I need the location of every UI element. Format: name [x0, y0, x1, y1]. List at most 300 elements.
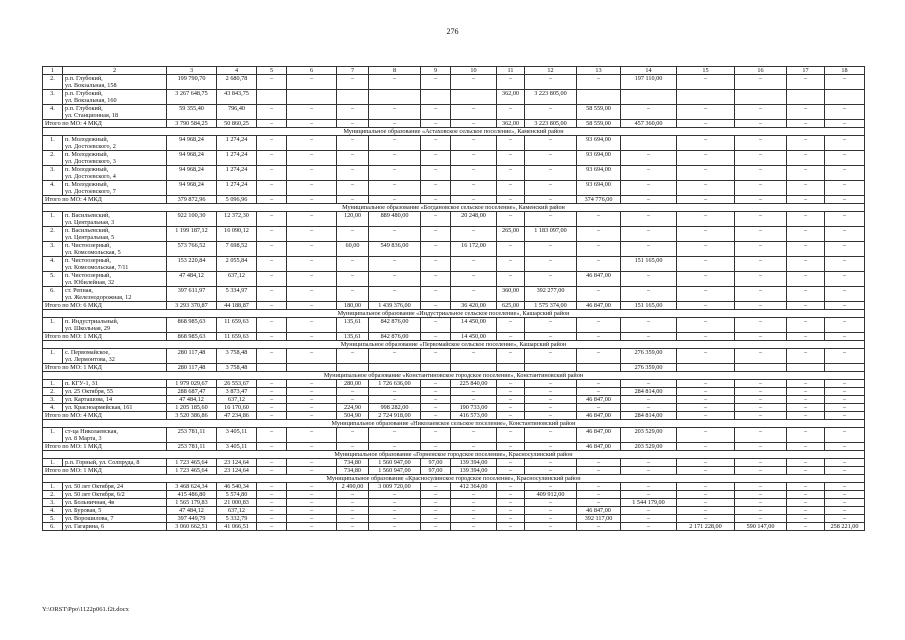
table-cell: –	[825, 318, 865, 333]
table-cell: –	[677, 151, 735, 166]
table-cell: –	[825, 181, 865, 196]
table-cell: 1 274,24	[217, 136, 257, 151]
total-label: Итого по МО: 1 МКД	[43, 443, 167, 451]
table-cell: –	[287, 302, 337, 310]
table-cell: –	[787, 120, 825, 128]
table-cell	[735, 90, 787, 105]
table-cell: 549 836,00	[369, 242, 421, 257]
table-cell: 3 758,48	[217, 349, 257, 364]
table-cell: 153 220,84	[167, 257, 217, 272]
table-cell: –	[337, 181, 369, 196]
table-cell: –	[621, 467, 677, 475]
table-cell: –	[677, 136, 735, 151]
row-number: 2.	[43, 227, 63, 242]
table-cell: –	[337, 491, 369, 499]
table-cell: –	[525, 75, 577, 90]
table-cell: –	[497, 428, 525, 443]
table-cell: –	[677, 428, 735, 443]
table-cell: –	[497, 467, 525, 475]
table-cell: –	[787, 507, 825, 515]
table-cell: 2 724 918,00	[369, 412, 421, 420]
table-cell: –	[337, 388, 369, 396]
table-cell: –	[677, 412, 735, 420]
table-cell: –	[525, 380, 577, 388]
table-cell: –	[621, 333, 677, 341]
table-cell: –	[735, 443, 787, 451]
table-cell: –	[421, 491, 451, 499]
column-number: 5	[257, 67, 287, 75]
table-cell: 16 172,00	[451, 242, 497, 257]
table-cell: –	[677, 181, 735, 196]
table-cell: 360,00	[497, 287, 525, 302]
table-cell: 151 165,00	[621, 302, 677, 310]
table-cell: –	[287, 388, 337, 396]
table-cell: 46 847,00	[577, 272, 621, 287]
table-cell: 3 468 624,34	[167, 483, 217, 491]
table-cell: –	[825, 443, 865, 451]
table-cell: –	[525, 396, 577, 404]
table-cell: –	[497, 523, 525, 531]
table-cell: –	[257, 136, 287, 151]
table-cell: –	[525, 443, 577, 451]
table-cell: 276 359,00	[621, 349, 677, 364]
table-cell: 60,00	[337, 242, 369, 257]
total-row	[43, 120, 865, 128]
table-cell: –	[621, 166, 677, 181]
table-cell: –	[369, 443, 421, 451]
table-cell: –	[825, 242, 865, 257]
table-cell: –	[621, 318, 677, 333]
table-cell: –	[577, 491, 621, 499]
table-cell: 2 680,78	[217, 75, 257, 90]
table-cell: –	[735, 428, 787, 443]
table-cell: –	[451, 75, 497, 90]
table-cell: –	[257, 105, 287, 120]
table-cell: –	[257, 443, 287, 451]
table-cell: 3 520 386,86	[167, 412, 217, 420]
table-cell: –	[257, 459, 287, 467]
table-cell: –	[497, 181, 525, 196]
address-cell: с. Первомайское, ул. Лермонтова, 32	[63, 349, 167, 364]
table-cell: 5 096,96	[217, 196, 257, 204]
table-cell: –	[497, 499, 525, 507]
table-cell: 1 560 947,00	[369, 467, 421, 475]
address-cell: ул. 50 лет Октября, 6/2	[63, 491, 167, 499]
table-cell: –	[497, 136, 525, 151]
table-cell: –	[287, 272, 337, 287]
municipality-heading: Муниципальное образование «Богдановское сельское поселение», Каменский район	[43, 204, 865, 212]
table-cell: –	[257, 380, 287, 388]
table-cell: –	[787, 181, 825, 196]
table-cell: 46 847,00	[577, 412, 621, 420]
table-cell	[369, 364, 421, 372]
address-cell: п. Чистоозерный, ул. Комсомольская, 5	[63, 242, 167, 257]
table-cell: 23 124,64	[217, 467, 257, 475]
table-cell: 3 223 805,00	[525, 90, 577, 105]
table-cell: –	[257, 120, 287, 128]
table-cell: –	[787, 75, 825, 90]
table-cell: –	[677, 257, 735, 272]
table-row	[43, 388, 865, 396]
table-cell: 734,80	[337, 459, 369, 467]
table-cell	[257, 90, 287, 105]
table-row	[43, 515, 865, 523]
table-cell: –	[677, 212, 735, 227]
table-cell: 43 843,75	[217, 90, 257, 105]
table-cell: 397 611,97	[167, 287, 217, 302]
column-number: 2	[63, 67, 167, 75]
table-cell: –	[369, 196, 421, 204]
table-cell: 2 171 228,00	[677, 523, 735, 531]
table-cell: 3 223 805,00	[525, 120, 577, 128]
table-cell: –	[337, 272, 369, 287]
table-cell: 3 009 720,00	[369, 483, 421, 491]
table-cell: –	[451, 151, 497, 166]
table-cell: –	[451, 443, 497, 451]
total-row	[43, 467, 865, 475]
table-cell: –	[825, 396, 865, 404]
table-cell: –	[525, 467, 577, 475]
total-label: Итого по МО: 1 МКД	[43, 364, 167, 372]
table-cell: –	[525, 507, 577, 515]
table-cell: –	[787, 105, 825, 120]
table-cell	[421, 364, 451, 372]
municipality-heading-row	[43, 128, 865, 136]
table-cell: –	[787, 412, 825, 420]
table-cell: –	[787, 333, 825, 341]
table-cell: –	[421, 242, 451, 257]
table-cell: 59 355,40	[167, 105, 217, 120]
table-cell: 14 450,00	[451, 333, 497, 341]
column-number: 10	[451, 67, 497, 75]
table-cell: –	[287, 333, 337, 341]
table-cell: –	[451, 227, 497, 242]
table-cell	[825, 364, 865, 372]
table-cell: 2 055,84	[217, 257, 257, 272]
table-cell: 1 565 179,83	[167, 499, 217, 507]
table-cell: –	[577, 318, 621, 333]
table-cell: –	[287, 491, 337, 499]
row-number: 6.	[43, 523, 63, 531]
address-cell: п. Чистоозерный, ул. Юбилейная, 32	[63, 272, 167, 287]
table-cell: –	[677, 459, 735, 467]
row-number: 1.	[43, 318, 63, 333]
municipality-heading-row	[43, 475, 865, 483]
table-cell: 46 847,00	[577, 396, 621, 404]
table-cell	[525, 364, 577, 372]
table-cell: –	[735, 491, 787, 499]
table-cell: –	[287, 459, 337, 467]
table-cell: –	[825, 287, 865, 302]
table-cell: 1 560 947,00	[369, 459, 421, 467]
table-cell: 258 221,00	[825, 523, 865, 531]
row-number: 5.	[43, 515, 63, 523]
table-cell: 457 360,00	[621, 120, 677, 128]
table-cell: –	[287, 166, 337, 181]
table-cell: –	[787, 166, 825, 181]
table-cell: 796,40	[217, 105, 257, 120]
table-cell: –	[825, 515, 865, 523]
column-number: 6	[287, 67, 337, 75]
table-cell: –	[577, 404, 621, 412]
table-cell	[621, 136, 677, 151]
table-cell: 3 790 584,25	[167, 120, 217, 128]
table-cell: 203 529,00	[621, 443, 677, 451]
table-cell: 26 553,67	[217, 380, 257, 388]
table-cell: 46 847,00	[577, 428, 621, 443]
table-cell: 50 860,25	[217, 120, 257, 128]
address-cell: п. Индустриальный, ул. Школьная, 29	[63, 318, 167, 333]
table-cell: –	[421, 212, 451, 227]
row-number: 3.	[43, 166, 63, 181]
table-cell: 276 359,00	[621, 364, 677, 372]
table-cell: 637,12	[217, 396, 257, 404]
table-cell: –	[577, 212, 621, 227]
table-cell: –	[337, 227, 369, 242]
table-cell: 151 165,00	[621, 257, 677, 272]
table-cell: –	[257, 166, 287, 181]
table-row	[43, 428, 865, 443]
table-cell: 842 876,00	[369, 318, 421, 333]
table-cell: –	[287, 227, 337, 242]
table-cell: –	[497, 412, 525, 420]
row-number: 2.	[43, 75, 63, 90]
column-number: 3	[167, 67, 217, 75]
table-cell: –	[525, 196, 577, 204]
table-cell: –	[787, 380, 825, 388]
row-number: 4.	[43, 507, 63, 515]
table-cell	[677, 364, 735, 372]
table-cell: –	[825, 404, 865, 412]
table-cell: –	[369, 349, 421, 364]
table-cell: –	[825, 380, 865, 388]
table-cell: 44 188,87	[217, 302, 257, 310]
table-cell: –	[825, 467, 865, 475]
table-cell: 93 694,00	[577, 181, 621, 196]
table-cell: –	[577, 349, 621, 364]
table-cell: –	[825, 166, 865, 181]
table-cell: –	[421, 257, 451, 272]
table-cell: 3 758,48	[217, 364, 257, 372]
table-cell: –	[825, 459, 865, 467]
table-cell: –	[497, 388, 525, 396]
table-cell: –	[825, 272, 865, 287]
table-cell: –	[577, 499, 621, 507]
table-cell: –	[525, 136, 577, 151]
table-cell: –	[287, 212, 337, 227]
table-cell: –	[421, 302, 451, 310]
table-cell: 94 968,24	[167, 181, 217, 196]
table-cell: –	[621, 396, 677, 404]
table-cell: –	[257, 388, 287, 396]
table-cell: 1 726 636,00	[369, 380, 421, 388]
table-cell: –	[257, 483, 287, 491]
table-cell: 412 364,00	[451, 483, 497, 491]
table-cell: 379 872,96	[167, 196, 217, 204]
table-cell: –	[787, 302, 825, 310]
table-cell: –	[497, 242, 525, 257]
row-number: 1.	[43, 136, 63, 151]
table-cell: –	[525, 181, 577, 196]
table-cell: –	[337, 523, 369, 531]
table-cell: –	[451, 523, 497, 531]
table-cell: –	[421, 404, 451, 412]
table-cell: –	[621, 515, 677, 523]
address-cell: п. КГУ-1, 31	[63, 380, 167, 388]
table-cell: 590 147,00	[735, 523, 787, 531]
table-cell: –	[421, 349, 451, 364]
table-cell: –	[787, 257, 825, 272]
table-cell: –	[735, 318, 787, 333]
table-cell: –	[577, 227, 621, 242]
table-cell	[257, 364, 287, 372]
table-cell: –	[787, 227, 825, 242]
table-cell: –	[287, 483, 337, 491]
table-cell: –	[497, 333, 525, 341]
table-cell: –	[735, 459, 787, 467]
table-cell: –	[369, 428, 421, 443]
table-cell: –	[451, 196, 497, 204]
table-cell: –	[825, 136, 865, 151]
table-cell: 46 847,00	[577, 443, 621, 451]
table-cell: –	[735, 196, 787, 204]
table-cell: –	[337, 166, 369, 181]
table-cell: –	[621, 287, 677, 302]
table-cell: –	[451, 120, 497, 128]
table-cell: –	[369, 227, 421, 242]
address-cell: ул. Буровая, 5	[63, 507, 167, 515]
table-cell: 3 405,11	[217, 443, 257, 451]
table-cell: –	[677, 443, 735, 451]
table-cell	[287, 90, 337, 105]
table-cell: –	[677, 227, 735, 242]
table-row	[43, 349, 865, 364]
address-cell: ул. Больничная, 4в	[63, 499, 167, 507]
table-cell: –	[825, 257, 865, 272]
table-cell: 1 274,24	[217, 166, 257, 181]
table-cell: –	[787, 428, 825, 443]
table-cell: 97,00	[421, 459, 451, 467]
address-cell: п. Васильевский, ул. Центральная, 5	[63, 227, 167, 242]
table-cell: –	[451, 388, 497, 396]
table-cell: –	[577, 75, 621, 90]
table-cell: –	[497, 318, 525, 333]
table-cell: 46 847,00	[577, 507, 621, 515]
column-number: 13	[577, 67, 621, 75]
table-cell: –	[257, 257, 287, 272]
municipality-heading-row	[43, 420, 865, 428]
table-cell: 637,12	[217, 507, 257, 515]
table-cell: –	[735, 212, 787, 227]
table-cell: –	[525, 166, 577, 181]
table-cell: –	[677, 507, 735, 515]
table-cell: –	[369, 272, 421, 287]
table-cell: –	[451, 272, 497, 287]
table-cell: 416 573,00	[451, 412, 497, 420]
table-cell: –	[825, 412, 865, 420]
table-cell: –	[369, 151, 421, 166]
table-cell: –	[577, 380, 621, 388]
table-cell: –	[621, 491, 677, 499]
row-number: 1.	[43, 380, 63, 388]
table-cell: 280 117,48	[167, 364, 217, 372]
row-number: 1.	[43, 459, 63, 467]
table-cell: –	[257, 302, 287, 310]
table-cell: –	[421, 151, 451, 166]
table-cell: 36 420,00	[451, 302, 497, 310]
table-cell: –	[677, 242, 735, 257]
table-cell: –	[525, 499, 577, 507]
table-cell: –	[621, 380, 677, 388]
table-cell: –	[257, 499, 287, 507]
row-number: 5.	[43, 272, 63, 287]
table-cell: –	[369, 105, 421, 120]
table-cell: –	[497, 349, 525, 364]
table-row	[43, 166, 865, 181]
table-cell: –	[735, 136, 787, 151]
table-cell: 1 439 376,00	[369, 302, 421, 310]
table-cell: –	[337, 507, 369, 515]
table-cell: –	[621, 196, 677, 204]
table-cell: 253 781,11	[167, 428, 217, 443]
total-label: Итого по МО: 1 МКД	[43, 467, 167, 475]
table-cell: –	[735, 404, 787, 412]
table-cell: –	[497, 443, 525, 451]
table-cell: 625,00	[497, 302, 525, 310]
column-number: 17	[787, 67, 825, 75]
table-cell: 392 117,00	[577, 515, 621, 523]
address-cell: ул. Гагарина, 6	[63, 523, 167, 531]
table-cell: –	[451, 287, 497, 302]
table-cell	[451, 364, 497, 372]
table-cell: –	[735, 120, 787, 128]
table-cell: 922 100,30	[167, 212, 217, 227]
table-cell: –	[525, 151, 577, 166]
table-cell: –	[497, 404, 525, 412]
row-number: 4.	[43, 105, 63, 120]
table-cell: –	[825, 302, 865, 310]
address-cell: ст. Репная, ул. Железнодорожная, 12	[63, 287, 167, 302]
table-cell: –	[287, 396, 337, 404]
table-cell	[369, 90, 421, 105]
table-cell: –	[287, 515, 337, 523]
table-cell: –	[735, 287, 787, 302]
table-cell: –	[369, 491, 421, 499]
table-cell: –	[525, 242, 577, 257]
table-row	[43, 75, 865, 90]
table-cell: –	[677, 105, 735, 120]
table-cell: 3 267 648,75	[167, 90, 217, 105]
table-cell: –	[451, 507, 497, 515]
table-cell	[577, 90, 621, 105]
table-cell: –	[735, 380, 787, 388]
municipality-heading-row	[43, 310, 865, 318]
table-cell: 265,00	[497, 227, 525, 242]
table-cell: –	[787, 272, 825, 287]
row-number: 2.	[43, 491, 63, 499]
column-number: 8	[369, 67, 421, 75]
table-cell: –	[621, 272, 677, 287]
table-cell: –	[257, 75, 287, 90]
table-cell: –	[525, 257, 577, 272]
table-cell	[287, 364, 337, 372]
table-cell: –	[621, 181, 677, 196]
table-cell: –	[735, 333, 787, 341]
table-row	[43, 242, 865, 257]
table-cell: –	[621, 523, 677, 531]
table-cell: –	[677, 515, 735, 523]
table-cell: 190 733,00	[451, 404, 497, 412]
